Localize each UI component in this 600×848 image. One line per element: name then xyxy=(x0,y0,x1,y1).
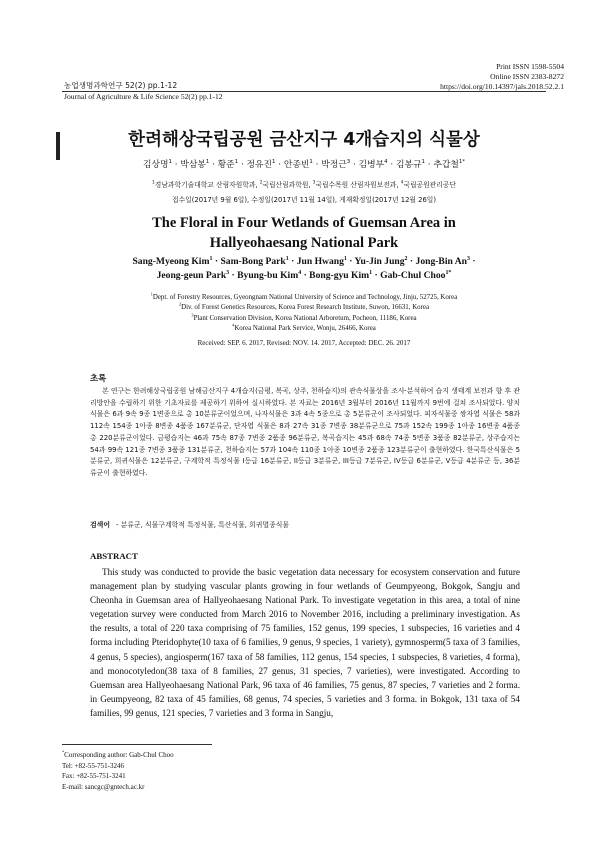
author-name: Jong-Bin An xyxy=(415,256,467,267)
journal-ko: 농업생명과학연구 52(2) pp.1-12 xyxy=(64,81,178,90)
affiliations-ko xyxy=(62,179,546,189)
authors-en xyxy=(62,255,546,282)
fax: Fax: +82-55-751-3241 xyxy=(62,772,126,781)
author-affil-mark: 1 xyxy=(234,159,239,166)
affiliation: $^3$국립수목원 산림자원보전과, xyxy=(312,179,401,189)
title-en-line2: Hallyeohaesang National Park xyxy=(209,235,399,251)
author-name: Sang-Myeong Kim xyxy=(132,256,210,267)
title-en-line1: The Floral in Four Wetlands of Guemsan Area in xyxy=(152,215,456,231)
author-affil-mark: 3 xyxy=(346,159,351,166)
abstract-en-heading: ABSTRACT xyxy=(90,551,138,561)
tel: Tel: +82-55-751-3246 xyxy=(62,761,124,770)
abstract-ko-body: 본 연구는 한려해상국립공원 남해금산지구 4개습지(금평, 복곡, 상주, 천하습지)의 관속식물상을 조사·분석하여 습지 생태계 보전과 향 후 관리방안을 수립하기 위한 기초자료를 제공하기 위하여 실시하였다. 본 자료는 2016년 3월부터 2016년 11월까지 9번에 걸쳐 조사되었다. 양치식물은 6과 9속 9종 1변종으로 총 10분류군이었으며, 나자식물은 3과 4속 5종으로 총 5분류군이 조사되었다. 피자식물중 쌍자엽 식물은 58과 112속 154종 1아종 8변종 4품종 167분류군, 단자엽 식물은 8과 27속 31종 7변종 38분류군으로 75과 152속 199종 1아종 16변종 4품종 총 220분류군이었다. 금평습지는 46과 75속 87종 7변종 2품종 96분류군, 복곡습지는 45과 68속 74종 5변종 3품종 82분류군, 상주습지는 54과 99속 121종 7변종 3품종 131분류군, 천하습지는 57과 104속 110종 1아종 10변종 2품종 123분류군이 출현하였다. 한국특산식물은 5분류군, 희귀식물은 12분류군, 구계학적 특정식물 I등급 16분류군, II등급 3분류군, III등급 7분류군, IV등급 6분류군, V등급 4분류군 등, 36분류군이 출현하였다. xyxy=(90,387,520,477)
author-name: 황준 xyxy=(217,160,235,170)
author-name: 김봉규 xyxy=(395,160,422,170)
author-affil-mark: 1* xyxy=(445,269,452,276)
abstract-en-body: This study was conducted to provide the basic vegetation data necessary for ecosystem conservation and future management plan by studying vascular plants growing in four wetlands of Geumpyeong, Bokgok, Sangju and Cheonha in Guemsan area of Hallyeohaesang National Park. To investigate vegetation in this area, a total of nine vegetation survey were conducted from March 2016 to November 2016, including a preliminary investigation. As the results, a total of 220 taxa comprising of 75 families, 152 genus, 199 species, 1 subspecies, 16 varieties and 4 forma including Pteridophyte(10 taxa of 6 families, 9 genus, 9 species, 1 variety), gymnosperm(5 taxa of 3 families, 4 genus, 5 species), angiosperm(167 taxa of 58 families, 112 genus, 154 species, 1 subspecies, 8 varieties, 4 forma), and monocotyledon(38 taxa of 8 families, 27 genus, 31 species, 7 varieties), were investigated. According to Guemsan area Hallyeohaesang National Park, 96 taxa of 46 families, 75 genus, 87 species, 7 varieties and 2 forma. in Geumpyeong, 82 taxa of 45 families, 68 genus, 74 species, 5 varieties and 3 forma. in Bokgok, 131 taxa of 54 families, 99 genus, 121 species, 7 varieties and 3 forma in Sangju, xyxy=(90,567,520,718)
author-affil-mark: 1 xyxy=(285,255,289,262)
author-name: Gab-Chul Choo xyxy=(380,269,446,281)
online-issn: Online ISSN 2383-8272 xyxy=(490,72,564,81)
affiliation: $^1$Dept. of Forestry Resources, Gyeongnam National University of Science and Technology, Jinju, 52725, Korea xyxy=(150,291,458,301)
author-name: 추갑철 xyxy=(433,160,459,170)
affiliations-en xyxy=(62,293,546,334)
author-affil-mark: 1 xyxy=(309,159,313,166)
author-name: 김병부 xyxy=(358,160,385,170)
author-affil-mark: 2 xyxy=(404,255,408,262)
author-name: 안종빈 xyxy=(283,160,310,170)
affiliation: $^2$Div. of Forest Genetics Resources, Korea Forest Research Institute, Suwon, 16631, Korea xyxy=(178,302,430,312)
author-name: 김상명 xyxy=(142,160,169,170)
dates-ko: 접수일(2017년 9월 6일), 수정일(2017년 11월 14일), 게재확정일(2017년 12월 26일) xyxy=(172,196,436,204)
abstract-ko-heading: 초록 xyxy=(90,373,107,383)
author-affil-mark: 1 xyxy=(369,269,373,276)
author-name: Yu-Jin Jung xyxy=(354,256,405,267)
affiliation: $^1$경남과학기술대학교 산림자원학과, xyxy=(152,179,260,189)
title-accent-bar xyxy=(56,132,60,160)
author-affil-mark: 1 xyxy=(209,255,213,262)
author-name: 박정근 xyxy=(321,160,347,170)
author-affil-mark: 4 xyxy=(298,269,302,276)
email[interactable]: E-mail: sancgc@gntech.ac.kr xyxy=(62,782,145,791)
corresponding-author: *Corresponding author: Gab-Chul Choo xyxy=(62,749,174,759)
received-dates-en: Received: SEP. 6. 2017, Revised: NOV. 14. 2017, Accepted: DEC. 26. 2017 xyxy=(197,339,411,347)
author-affil-mark: 1* xyxy=(458,159,466,166)
affiliation: $^4$Korea National Park Service, Wonju, 26466, Korea xyxy=(232,322,376,332)
author-name: Byung-bu Kim xyxy=(237,269,299,281)
author-name: Bong-gyu Kim xyxy=(309,269,370,281)
authors-en-line1: Sang-Myeong Kim$^1$ · Sam-Bong Park$^1$ · Jun Hwang$^1$ · Yu-Jin Jung$^2$ · Jong-Bin $An^3$ · xyxy=(132,255,476,267)
keywords-ko-label: 검색어 xyxy=(90,521,110,529)
author-name: Sam-Bong Park xyxy=(220,256,286,267)
issn-block xyxy=(440,62,564,92)
author-name: 정유진 xyxy=(246,160,273,170)
author-affil-mark: 1 xyxy=(272,159,276,166)
affiliation: $^3$Plant Conservation Division, Korea National Arboretum, Pocheon, 11186, Korea xyxy=(191,312,417,322)
journal-en: Journal of Agriculture & Life Science 52(2) pp.1-12 xyxy=(64,92,223,101)
author-affil-mark: 1 xyxy=(343,255,347,262)
author-affil-mark: 1 xyxy=(421,159,425,166)
footnote-rule xyxy=(62,744,212,745)
doi-link[interactable]: https://doi.org/10.14397/jals.2018.52.2.1 xyxy=(440,82,564,91)
author-affil-mark: 1 xyxy=(205,159,210,166)
affiliation: $^4$국립공원관리공단 xyxy=(400,179,456,189)
keywords-ko-text: - 분류군, 식물구계학적 특정식물, 특산식물, 희귀멸종식물 xyxy=(115,521,290,529)
author-name: Jeong-geun Park xyxy=(156,269,227,281)
print-issn: Print ISSN 1598-5504 xyxy=(496,62,564,71)
title-ko: 한려해상국립공원 금산지구 4개습지의 식물상 xyxy=(128,130,480,150)
author-affil-mark: 3 xyxy=(226,269,230,276)
affiliation: $^2$국립산림과학원, xyxy=(259,179,313,189)
footnote xyxy=(62,750,174,792)
author-affil-mark: 3 xyxy=(466,255,470,262)
author-name: Jun Hwang xyxy=(296,256,344,267)
authors-ko: 김상명$^1$ · 박삼봉$^1$ · 황준$^1$ · 정유진$^1$ · 안종빈$^1$ · 박정근$^3$ · 김병부$^4$ · 김봉규$^1$ · 추갑철$^{1*}$ xyxy=(142,159,466,170)
authors-en-line2: Jeong-geun Park$^3$ · Byung-bu Kim$^4$ · Bong-gyu Kim$^1$ · Gab-Chul Choo$^{1*}$ xyxy=(156,269,452,281)
author-affil-mark: 4 xyxy=(384,159,388,166)
title-en xyxy=(62,213,546,253)
author-name: 박삼봉 xyxy=(180,160,206,170)
keywords-ko xyxy=(90,519,520,529)
author-affil-mark: 1 xyxy=(168,159,172,166)
